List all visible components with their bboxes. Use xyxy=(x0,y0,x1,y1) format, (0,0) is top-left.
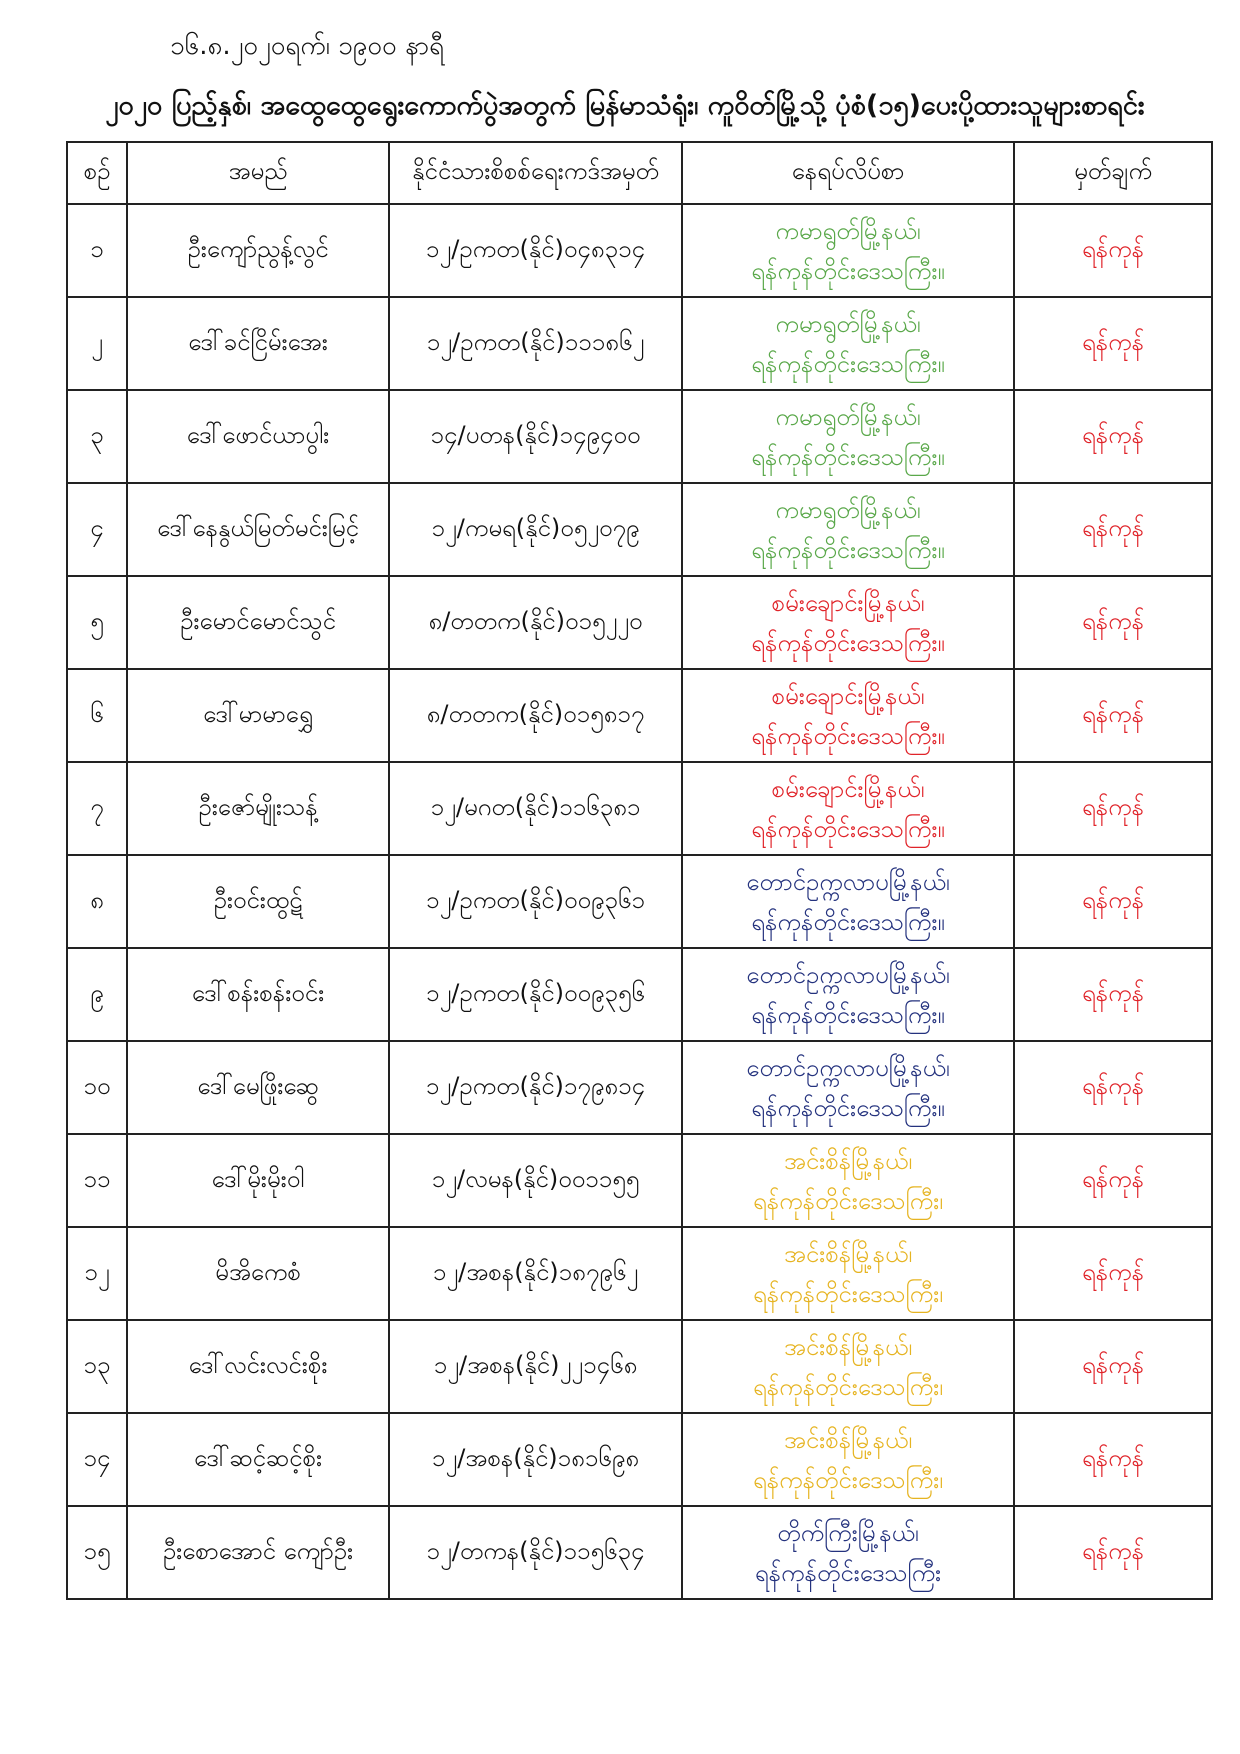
serial-number: ၉ xyxy=(67,948,127,1041)
address-region: ရန်ကုန်တိုင်းဒေသကြီး၊ xyxy=(752,1372,944,1401)
address-cell xyxy=(682,762,1014,855)
voter-list-table xyxy=(66,141,1213,1600)
address-region: ရန်ကုန်တိုင်းဒေသကြီး။ xyxy=(751,1093,945,1122)
table-row xyxy=(67,576,1212,669)
address-township: စမ်းချောင်းမြို့နယ်၊ xyxy=(771,681,925,710)
address-cell xyxy=(682,1134,1014,1227)
address-township: ကမာရွတ်မြို့နယ်၊ xyxy=(775,216,921,245)
address-region: ရန်ကုန်တိုင်းဒေသကြီး။ xyxy=(751,907,945,936)
serial-number: ၄ xyxy=(67,483,127,576)
address-region: ရန်ကုန်တိုင်းဒေသကြီး၊ xyxy=(752,1186,944,1215)
table-body xyxy=(67,204,1212,1599)
nrc-number: ၁၂/ဥကတ(နိုင်)၁၇၉၈၁၄ xyxy=(389,1041,682,1134)
table-row xyxy=(67,1227,1212,1320)
address-region: ရန်ကုန်တိုင်းဒေသကြီး၊ xyxy=(752,1465,944,1494)
person-name: ဦးဇော်မျိုးသန့် xyxy=(127,762,389,855)
serial-number: ၁၄ xyxy=(67,1413,127,1506)
remark: ရန်ကုန် xyxy=(1014,1413,1212,1506)
column-header-nrc: နိုင်ငံသားစိစစ်ရေးကဒ်အမှတ် xyxy=(389,142,682,204)
address-township: တောင်ဥက္ကလာပမြို့နယ်၊ xyxy=(746,1053,950,1082)
remark: ရန်ကုန် xyxy=(1014,1134,1212,1227)
person-name: ဒေါ်နေနွယ်မြတ်မင်းမြင့် xyxy=(127,483,389,576)
nrc-number: ၁၂/တကန(နိုင်)၁၁၅၆၃၄ xyxy=(389,1506,682,1599)
address-township: စမ်းချောင်းမြို့နယ်၊ xyxy=(771,588,925,617)
address-cell xyxy=(682,1227,1014,1320)
nrc-number: ၁၂/အစန(နိုင်)၂၂၁၄၆၈ xyxy=(389,1320,682,1413)
remark: ရန်ကုန် xyxy=(1014,390,1212,483)
remark: ရန်ကုန် xyxy=(1014,1320,1212,1413)
table-row xyxy=(67,483,1212,576)
address-township: ကမာရွတ်မြို့နယ်၊ xyxy=(775,402,921,431)
address-region: ရန်ကုန်တိုင်းဒေသကြီး။ xyxy=(751,814,945,843)
address-region: ရန်ကုန်တိုင်းဒေသကြီး။ xyxy=(751,256,945,285)
address-cell xyxy=(682,1320,1014,1413)
table-row xyxy=(67,1506,1212,1599)
address-cell xyxy=(682,1041,1014,1134)
nrc-number: ၁၂/လမန(နိုင်)၀၀၁၁၅၅ xyxy=(389,1134,682,1227)
address-cell xyxy=(682,855,1014,948)
person-name: ဒေါ်ဆင့်ဆင့်စိုး xyxy=(127,1413,389,1506)
address-cell xyxy=(682,948,1014,1041)
address-region: ရန်ကုန်တိုင်းဒေသကြီး၊ xyxy=(752,1279,944,1308)
address-region: ရန်ကုန်တိုင်းဒေသကြီး။ xyxy=(751,442,945,471)
date-time-line: ၁၆.၈.၂၀၂၀ရက်၊ ၁၉၀၀ နာရီ xyxy=(170,31,445,61)
serial-number: ၁၃ xyxy=(67,1320,127,1413)
serial-number: ၁၀ xyxy=(67,1041,127,1134)
person-name: ဒေါ်မိုးမိုးဝါ xyxy=(127,1134,389,1227)
nrc-number: ၈/တတက(နိုင်)၀၁၅၂၂၀ xyxy=(389,576,682,669)
address-township: တောင်ဥက္ကလာပမြို့နယ်၊ xyxy=(746,960,950,989)
remark: ရန်ကုန် xyxy=(1014,669,1212,762)
nrc-number: ၁၂/ဥကတ(နိုင်)၀၀၉၃၅၆ xyxy=(389,948,682,1041)
table-row xyxy=(67,390,1212,483)
serial-number: ၇ xyxy=(67,762,127,855)
table-row xyxy=(67,1413,1212,1506)
table-row xyxy=(67,669,1212,762)
remark: ရန်ကုန် xyxy=(1014,576,1212,669)
nrc-number: ၁၂/မဂတ(နိုင်)၁၁၆၃၈၁ xyxy=(389,762,682,855)
nrc-number: ၁၂/အစန(နိုင်)၁၈၇၉၆၂ xyxy=(389,1227,682,1320)
column-header-serial: စဉ် xyxy=(67,142,127,204)
serial-number: ၃ xyxy=(67,390,127,483)
address-cell xyxy=(682,483,1014,576)
nrc-number: ၁၂/အစန(နိုင်)၁၈၁၆၉၈ xyxy=(389,1413,682,1506)
table-row xyxy=(67,1320,1212,1413)
table-row xyxy=(67,762,1212,855)
table-row xyxy=(67,297,1212,390)
address-region: ရန်ကုန်တိုင်းဒေသကြီး။ xyxy=(751,628,945,657)
serial-number: ၁၅ xyxy=(67,1506,127,1599)
serial-number: ၁ xyxy=(67,204,127,297)
address-township: တောင်ဥက္ကလာပမြို့နယ်၊ xyxy=(746,867,950,896)
person-name: ဦးမောင်မောင်သွင် xyxy=(127,576,389,669)
remark: ရန်ကုန် xyxy=(1014,1506,1212,1599)
address-township: ကမာရွတ်မြို့နယ်၊ xyxy=(775,309,921,338)
person-name: ဒေါ်လင်းလင်းစိုး xyxy=(127,1320,389,1413)
remark: ရန်ကုန် xyxy=(1014,297,1212,390)
nrc-number: ၈/တတက(နိုင်)၀၁၅၈၁၇ xyxy=(389,669,682,762)
serial-number: ၅ xyxy=(67,576,127,669)
address-township: စမ်းချောင်းမြို့နယ်၊ xyxy=(771,774,925,803)
remark: ရန်ကုန် xyxy=(1014,948,1212,1041)
nrc-number: ၁၂/ဥကတ(နိုင်)၀၄၈၃၁၄ xyxy=(389,204,682,297)
person-name: ဒေါ်ဖောင်ယာပွါး xyxy=(127,390,389,483)
person-name: ဒေါ်မာမာရွှေ xyxy=(127,669,389,762)
table-header-row xyxy=(67,142,1212,204)
remark: ရန်ကုန် xyxy=(1014,204,1212,297)
person-name: ဒေါ်ခင်ငြိမ်းအေး xyxy=(127,297,389,390)
remark: ရန်ကုန် xyxy=(1014,483,1212,576)
column-header-address: နေရပ်လိပ်စာ xyxy=(682,142,1014,204)
address-region: ရန်ကုန်တိုင်းဒေသကြီး။ xyxy=(751,535,945,564)
person-name: ဒေါ်မေဖြိုးဆွေ xyxy=(127,1041,389,1134)
address-township: အင်းစိန်မြို့နယ်၊ xyxy=(783,1332,913,1361)
remark: ရန်ကုန် xyxy=(1014,855,1212,948)
table-row xyxy=(67,204,1212,297)
address-township: အင်းစိန်မြို့နယ်၊ xyxy=(783,1239,913,1268)
table-row xyxy=(67,855,1212,948)
address-township: တိုက်ကြီးမြို့နယ်၊ xyxy=(777,1518,919,1547)
address-cell xyxy=(682,669,1014,762)
address-township: ကမာရွတ်မြို့နယ်၊ xyxy=(775,495,921,524)
address-cell xyxy=(682,204,1014,297)
person-name: ဦးကျော်ညွန့်လွင် xyxy=(127,204,389,297)
address-township: အင်းစိန်မြို့နယ်၊ xyxy=(783,1425,913,1454)
table-row xyxy=(67,1041,1212,1134)
person-name: ဒေါ်စန်းစန်းဝင်း xyxy=(127,948,389,1041)
nrc-number: ၁၂/ဥကတ(နိုင်)၀၀၉၃၆၁ xyxy=(389,855,682,948)
address-region: ရန်ကုန်တိုင်းဒေသကြီး။ xyxy=(751,1000,945,1029)
address-township: အင်းစိန်မြို့နယ်၊ xyxy=(783,1146,913,1175)
table-row xyxy=(67,948,1212,1041)
address-cell xyxy=(682,390,1014,483)
address-cell xyxy=(682,576,1014,669)
serial-number: ၆ xyxy=(67,669,127,762)
remark: ရန်ကုန် xyxy=(1014,762,1212,855)
remark: ရန်ကုန် xyxy=(1014,1041,1212,1134)
nrc-number: ၁၄/ပတန(နိုင်)၁၄၉၄၀၀ xyxy=(389,390,682,483)
person-name: ဦးဝင်းထွဋ် xyxy=(127,855,389,948)
document-title: ၂၀၂၀ ပြည့်နှစ်၊ အထွေထွေရွေးကောက်ပွဲအတွက် မြန်မာသံရုံး၊ ကူဝိတ်မြို့သို့ ပုံစံ(၁၅)ပေးပို့ထားသူများစာရင်း xyxy=(105,90,1145,121)
nrc-number: ၁၂/ကမရ(နိုင်)၀၅၂၀၇၉ xyxy=(389,483,682,576)
serial-number: ၂ xyxy=(67,297,127,390)
address-cell xyxy=(682,1506,1014,1599)
address-cell xyxy=(682,1413,1014,1506)
address-region: ရန်ကုန်တိုင်းဒေသကြီး xyxy=(754,1558,942,1587)
address-region: ရန်ကုန်တိုင်းဒေသကြီး။ xyxy=(751,721,945,750)
serial-number: ၁၂ xyxy=(67,1227,127,1320)
serial-number: ၁၁ xyxy=(67,1134,127,1227)
person-name: ဦးစောအောင် ကျော်ဦး xyxy=(127,1506,389,1599)
column-header-remark: မှတ်ချက် xyxy=(1014,142,1212,204)
address-cell xyxy=(682,297,1014,390)
column-header-name: အမည် xyxy=(127,142,389,204)
serial-number: ၈ xyxy=(67,855,127,948)
nrc-number: ၁၂/ဥကတ(နိုင်)၁၁၁၈၆၂ xyxy=(389,297,682,390)
remark: ရန်ကုန် xyxy=(1014,1227,1212,1320)
address-region: ရန်ကုန်တိုင်းဒေသကြီး။ xyxy=(751,349,945,378)
person-name: မိအိကေစံ xyxy=(127,1227,389,1320)
table-row xyxy=(67,1134,1212,1227)
